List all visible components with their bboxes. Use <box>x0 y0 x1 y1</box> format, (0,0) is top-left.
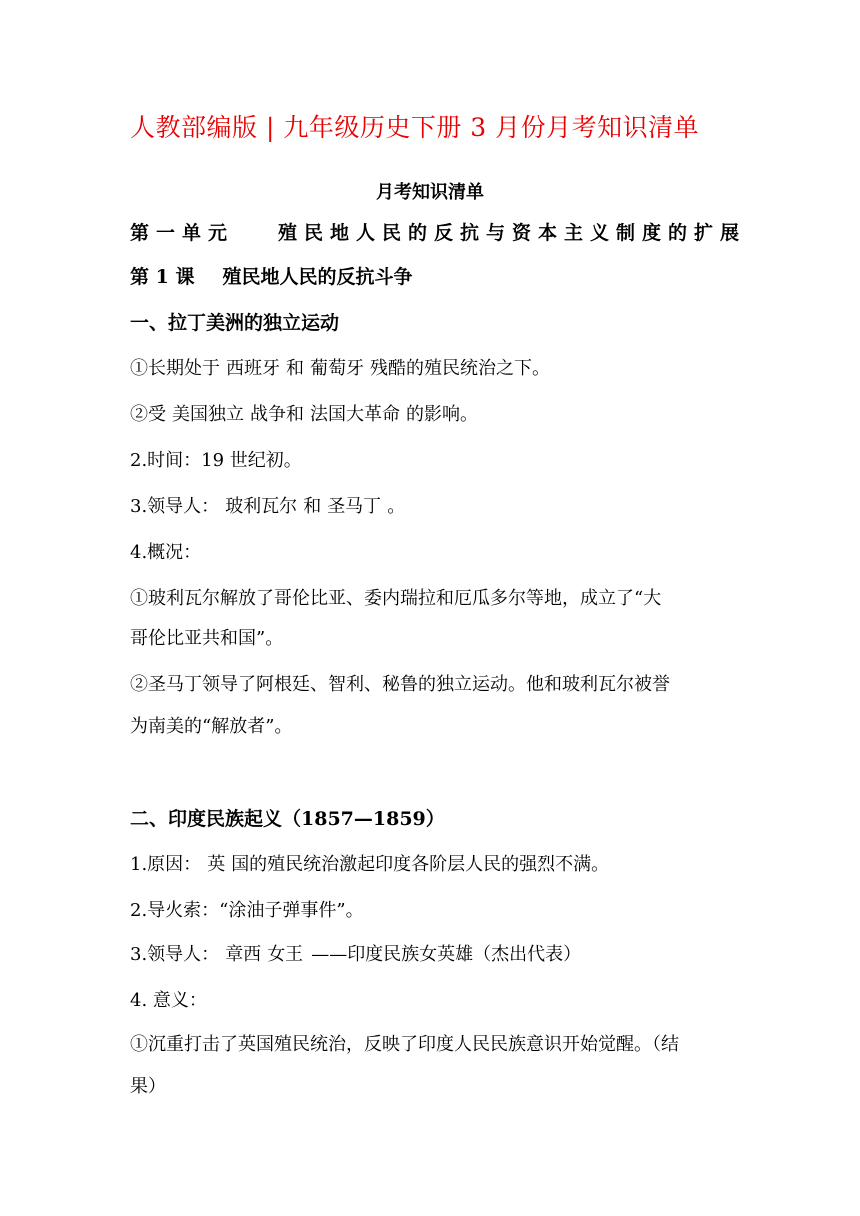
section1-overview-2a: ②圣马丁领导了阿根廷、智利、秘鲁的独立运动。他和玻利瓦尔被誉 <box>130 674 670 695</box>
text-segment: 和 <box>286 358 304 379</box>
unit-label: 第一单元 <box>130 222 235 244</box>
lesson-label: 第 1 课 <box>130 266 195 288</box>
section1-time: 2.时间：19 世纪初。 <box>130 450 302 471</box>
answer-fill: 女王 <box>267 944 304 965</box>
section2-meaning-1a: ①沉重打击了英国殖民统治，反映了印度人民民族意识开始觉醒。（结 <box>130 1034 679 1055</box>
text-segment: 。 <box>387 496 406 517</box>
section1-overview-label: 4.概况： <box>130 542 202 563</box>
unit-title-text: 殖民地人民的反抗与资本主义制度的扩展 <box>278 222 747 244</box>
document-title: 人教部编版 | 九年级历史下册 3 月份月考知识清单 <box>130 113 700 142</box>
section2-leader <box>130 942 581 968</box>
lesson-title: 殖民地人民的反抗斗争 <box>222 266 413 288</box>
section2-heading: 二、印度民族起义（1857—1859） <box>130 808 445 830</box>
text-segment: 和 <box>303 496 322 517</box>
section1-overview-1b: 哥伦比亚共和国”。 <box>130 628 284 649</box>
text-segment: 国的殖民统治激起印度各阶层人民的强烈不满。 <box>231 854 610 875</box>
answer-fill: 法国大革命 <box>310 404 400 425</box>
answer-fill: 玻利瓦尔 <box>225 496 298 517</box>
lesson-heading <box>130 264 412 290</box>
section1-overview-1a: ①玻利瓦尔解放了哥伦比亚、委内瑞拉和厄瓜多尔等地，成立了“大 <box>130 588 662 609</box>
text-segment: ①长期处于 <box>130 358 220 379</box>
answer-fill: 圣马丁 <box>327 496 382 517</box>
answer-fill: 葡萄牙 <box>310 358 364 379</box>
unit-heading <box>130 218 746 245</box>
text-segment: 3.领导人： <box>130 944 220 965</box>
text-segment: ——印度民族女英雄（杰出代表） <box>311 944 582 965</box>
answer-fill: 美国独立 <box>172 404 244 425</box>
section1-heading: 一、拉丁美洲的独立运动 <box>130 312 340 334</box>
section1-line1 <box>130 356 550 382</box>
section1-overview-2b: 为南美的“解放者”。 <box>130 716 293 737</box>
answer-fill: 西班牙 <box>226 358 280 379</box>
answer-fill: 章西 <box>225 944 262 965</box>
section2-meaning-1b: 果） <box>130 1076 166 1097</box>
text-segment: 的影响。 <box>406 404 478 425</box>
text-segment: 3.领导人： <box>130 496 220 517</box>
text-segment: 残酷的殖民统治之下。 <box>370 358 550 379</box>
text-segment: 战争和 <box>250 404 304 425</box>
text-segment: 1.原因： <box>130 854 202 875</box>
answer-fill: 英 <box>207 854 226 875</box>
section1-leader <box>130 494 405 520</box>
section-title: 月考知识清单 <box>376 182 484 203</box>
section2-meaning-label: 4. 意义： <box>130 990 207 1011</box>
section2-cause <box>130 852 609 878</box>
section1-line2 <box>130 402 478 428</box>
text-segment: ②受 <box>130 404 166 425</box>
section2-trigger: 2.导火索：“涂油子弹事件”。 <box>130 900 364 921</box>
